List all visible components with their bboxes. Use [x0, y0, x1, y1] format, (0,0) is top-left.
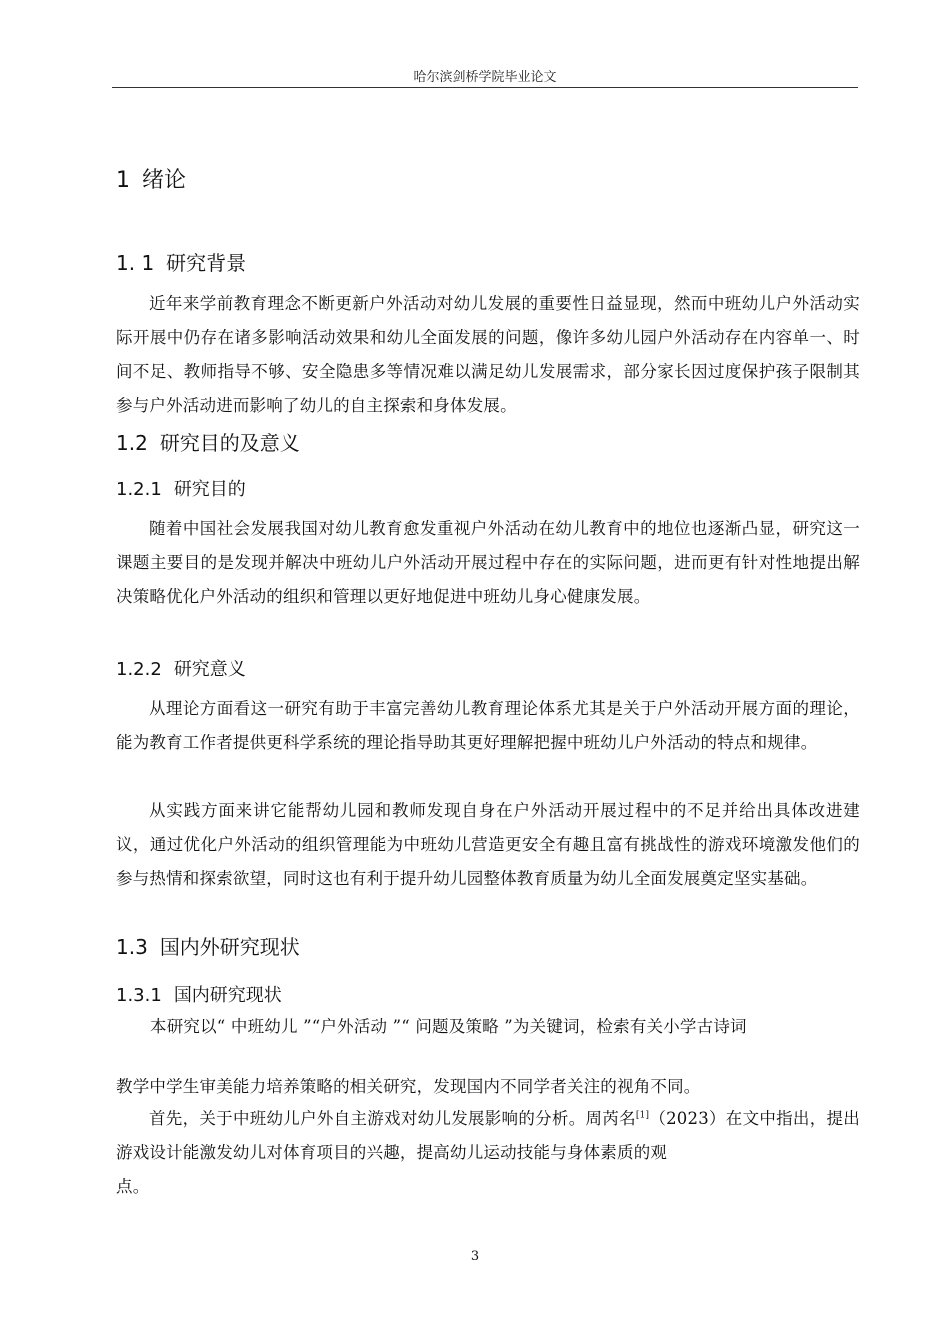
paragraph-domestic-first — [116, 1102, 860, 1170]
section-title: 研究目的及意义 — [159, 431, 300, 455]
section-number: 1.2 — [116, 431, 148, 455]
page-number: 3 — [470, 1249, 480, 1264]
subsection-title: 研究意义 — [173, 659, 246, 680]
section-heading-1-1 — [116, 247, 246, 276]
chapter-heading — [116, 163, 186, 194]
domestic-text-middle: （2023）在文中指出，提出游戏设计能激发幼儿对体育项目的兴趣，提高幼儿运动技能与身体素质的观 — [116, 1109, 860, 1162]
paragraph-domestic-keywords: 本研究以“ 中班幼儿 ”“户外活动 ”“ 问题及策略 ”为关键词，检索有关小学古诗词 — [150, 1017, 747, 1036]
chapter-number: 1 — [116, 168, 130, 193]
subsection-heading-1-2-1 — [116, 475, 246, 501]
domestic-text-start: 首先，关于中班幼儿户外自主游戏对幼儿发展影响的分析。周芮名 — [149, 1109, 636, 1128]
paragraph-domestic-continued: 教学中学生审美能力培养策略的相关研究，发现国内不同学者关注的视角不同。 — [116, 1077, 701, 1096]
subsection-title: 研究目的 — [173, 479, 246, 500]
paragraph-purpose: 随着中国社会发展我国对幼儿教育愈发重视户外活动在幼儿教育中的地位也逐渐凸显，研究这一课题主要目的是发现并解决中班幼儿户外活动开展过程中存在的实际问题，进而更有针对性地提出解决策略优化户外活动的组织和管理以更好地促进中班幼儿身心健康发展。 — [116, 519, 860, 606]
paragraph-significance-practice: 从实践方面来讲它能帮幼儿园和教师发现自身在户外活动开展过程中的不足并给出具体改进建议，通过优化户外活动的组织管理能为中班幼儿营造更安全有趣且富有挑战性的游戏环境激发他们的参与热情和探索欲望，同时这也有利于提升幼儿园整体教育质量为幼儿全面发展奠定坚实基础。 — [116, 801, 860, 888]
subsection-number: 1.3.1 — [116, 985, 162, 1006]
paragraph-background: 近年来学前教育理念不断更新户外活动对幼儿发展的重要性日益显现，然而中班幼儿户外活动实际开展中仍存在诸多影响活动效果和幼儿全面发展的问题，像许多幼儿园户外活动存在内容单一、时间不足、教师指导不够、安全隐患多等情况难以满足幼儿发展需求，部分家长因过度保护孩子限制其参与户外活动进而影响了幼儿的自主探索和身体发展。 — [116, 294, 860, 415]
section-title: 国内外研究现状 — [159, 935, 300, 959]
subsection-heading-1-2-2 — [116, 655, 246, 681]
chapter-title: 绪论 — [142, 168, 187, 193]
section-title: 研究背景 — [166, 251, 247, 275]
paragraph-significance-theory: 从理论方面看这一研究有助于丰富完善幼儿教育理论体系尤其是关于户外活动开展方面的理论，能为教育工作者提供更科学系统的理论指导助其更好理解把握中班幼儿户外活动的特点和规律。 — [116, 699, 860, 752]
section-number: 1. 1 — [116, 251, 155, 275]
paragraph-domestic-end: 点。 — [116, 1177, 150, 1196]
citation-ref: [1] — [635, 1110, 650, 1121]
subsection-title: 国内研究现状 — [173, 985, 282, 1006]
running-header: 哈尔滨剑桥学院毕业论文 — [413, 70, 557, 85]
subsection-number: 1.2.2 — [116, 659, 162, 680]
section-heading-1-3 — [116, 931, 300, 960]
section-heading-1-2 — [116, 427, 300, 456]
section-number: 1.3 — [116, 935, 148, 959]
subsection-number: 1.2.1 — [116, 479, 162, 500]
subsection-heading-1-3-1 — [116, 981, 282, 1007]
header-divider — [112, 87, 858, 88]
